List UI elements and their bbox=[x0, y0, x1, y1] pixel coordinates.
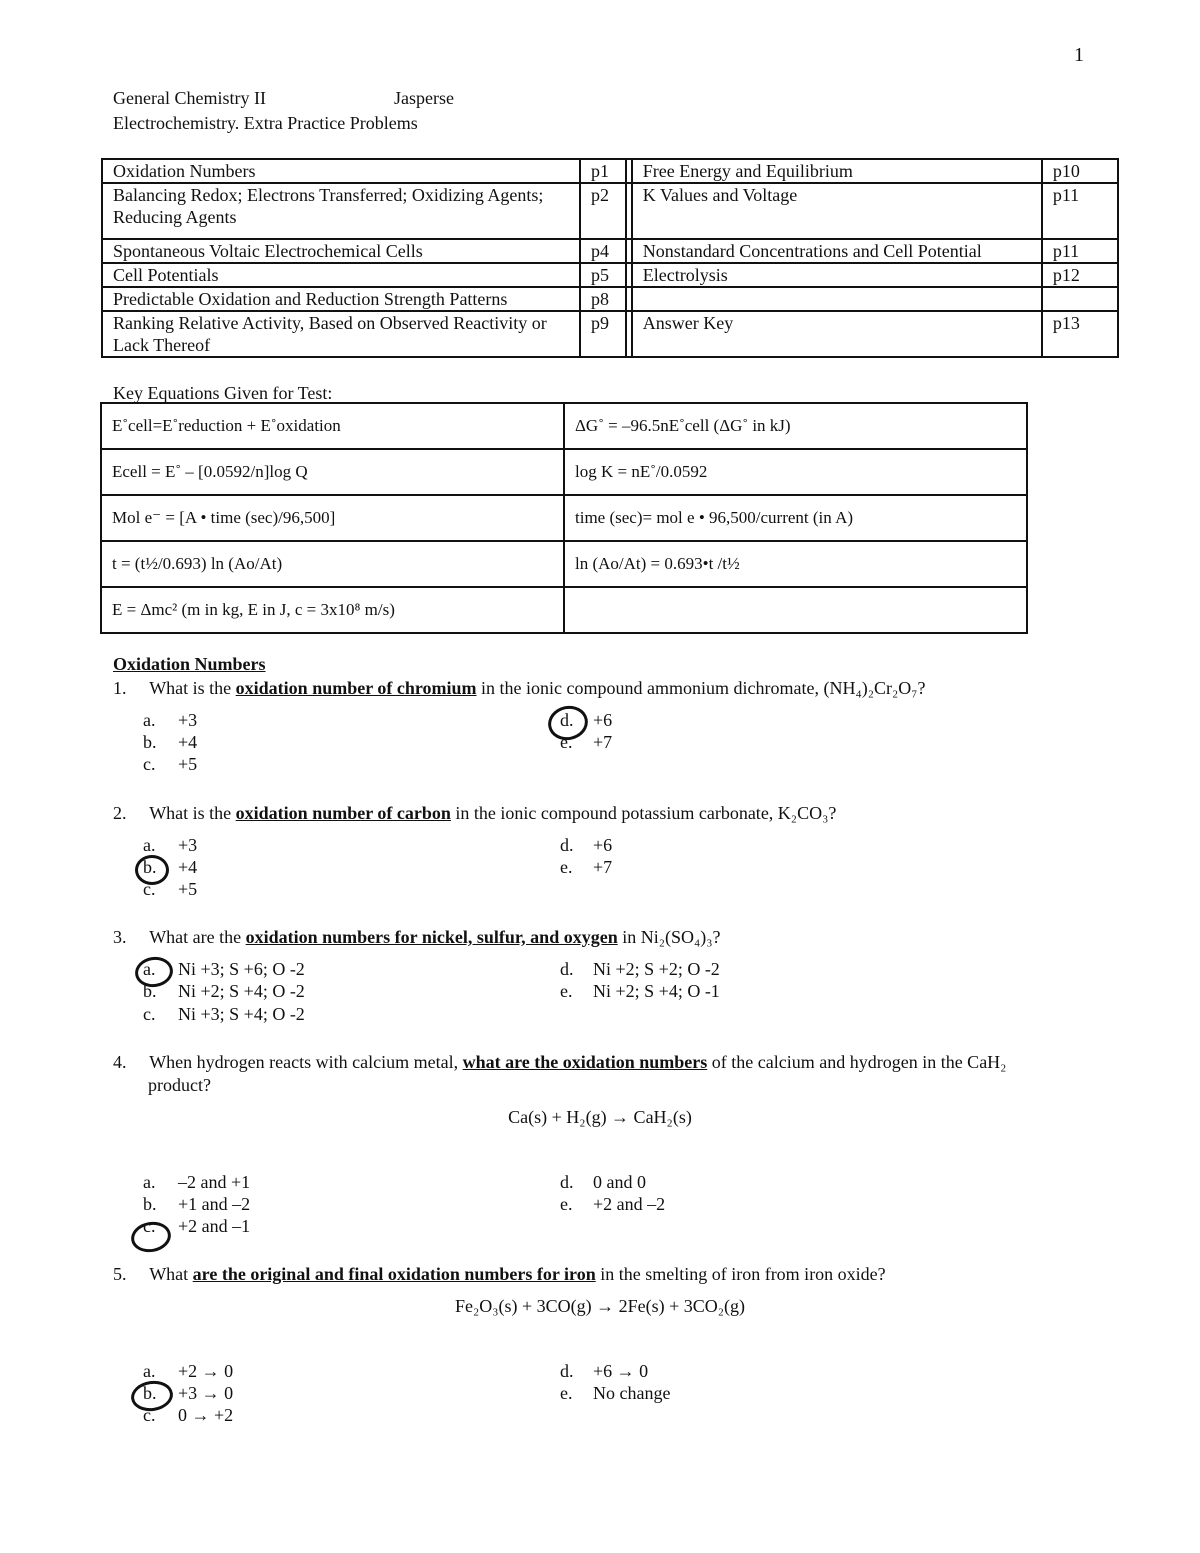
contents-row bbox=[102, 239, 1118, 263]
contents-topic bbox=[632, 287, 1042, 311]
option-letter: c. bbox=[143, 1405, 156, 1425]
contents-page: p13 bbox=[1042, 311, 1118, 357]
contents-row bbox=[102, 183, 1118, 239]
question-5 bbox=[113, 1264, 886, 1285]
question-number: 3. bbox=[113, 927, 127, 947]
contents-topic: K Values and Voltage bbox=[632, 183, 1042, 239]
option-letter: d. bbox=[560, 835, 574, 855]
contents-row bbox=[102, 263, 1118, 287]
option-letter: e. bbox=[560, 732, 573, 752]
question-number: 5. bbox=[113, 1264, 127, 1284]
option-e bbox=[560, 732, 613, 753]
contents-row bbox=[102, 159, 1118, 183]
question-1 bbox=[113, 678, 926, 699]
option-text: +2 and –2 bbox=[593, 1194, 666, 1214]
course-title: General Chemistry II bbox=[113, 88, 266, 108]
option-text: 0 → +2 bbox=[178, 1405, 234, 1425]
option-text: +3 bbox=[178, 835, 198, 855]
option-text: Ni +2; S +2; O -2 bbox=[593, 959, 720, 979]
reaction-equation: Fe₂O₃(s) + 3CO(g) → 2Fe(s) + 3CO₂(g) bbox=[454, 1296, 746, 1316]
option-letter: b. bbox=[143, 981, 157, 1001]
option-text: +6 bbox=[593, 710, 613, 730]
option-e bbox=[560, 981, 720, 1002]
contents-page: p8 bbox=[580, 287, 626, 311]
contents-row bbox=[102, 311, 1118, 357]
contents-page bbox=[1042, 287, 1118, 311]
contents-topic: Cell Potentials bbox=[102, 263, 580, 287]
equation-cell: log K = nE˚/0.0592 bbox=[564, 449, 1027, 495]
option-letter: a. bbox=[143, 710, 156, 730]
equation-cell: Mol e⁻ = [A • time (sec)/96,500] bbox=[101, 495, 564, 541]
option-letter: c. bbox=[143, 754, 156, 774]
question-number: 2. bbox=[113, 803, 127, 823]
option-letter: e. bbox=[560, 981, 573, 1001]
option-c bbox=[143, 879, 198, 900]
option-text: +5 bbox=[178, 879, 198, 899]
option-text: +5 bbox=[178, 754, 198, 774]
equation-cell: ΔG˚ = –96.5nE˚cell (ΔG˚ in kJ) bbox=[564, 403, 1027, 449]
contents-page: p11 bbox=[1042, 239, 1118, 263]
question-keyword: are the original and final oxidation numbers for iron bbox=[192, 1264, 596, 1284]
option-a bbox=[143, 959, 305, 980]
option-text: Ni +3; S +4; O -2 bbox=[178, 1004, 305, 1024]
option-letter: e. bbox=[560, 857, 573, 877]
contents-topic: Electrolysis bbox=[632, 263, 1042, 287]
question-text: in the ionic compound ammonium dichromate, (NH₄)₂Cr₂O₇? bbox=[476, 678, 926, 698]
option-text: +7 bbox=[593, 857, 613, 877]
contents-page: p9 bbox=[580, 311, 626, 357]
option-text: Ni +3; S +6; O -2 bbox=[178, 959, 305, 979]
contents-topic: Ranking Relative Activity, Based on Observed Reactivity or Lack Thereof bbox=[102, 311, 580, 357]
equation-row bbox=[101, 541, 1027, 587]
option-text: Ni +2; S +4; O -2 bbox=[178, 981, 305, 1001]
equation-cell: ln (Ao/At) = 0.693•t /t½ bbox=[564, 541, 1027, 587]
option-e bbox=[560, 1194, 666, 1215]
contents-topic: Spontaneous Voltaic Electrochemical Cells bbox=[102, 239, 580, 263]
option-c bbox=[143, 1004, 305, 1025]
equation-cell bbox=[564, 587, 1027, 633]
question-text: When hydrogen reacts with calcium metal, bbox=[149, 1052, 463, 1072]
option-letter: d. bbox=[560, 959, 574, 979]
option-letter: a. bbox=[143, 959, 156, 979]
option-a bbox=[143, 1172, 251, 1193]
option-letter: e. bbox=[560, 1383, 573, 1403]
equation-row bbox=[101, 495, 1027, 541]
option-text: +4 bbox=[178, 857, 198, 877]
contents-topic: Nonstandard Concentrations and Cell Potential bbox=[632, 239, 1042, 263]
question-keyword: oxidation numbers for nickel, sulfur, and oxygen bbox=[245, 927, 618, 947]
question-text: What bbox=[149, 1264, 193, 1284]
equation-cell: E˚cell=E˚reduction + E˚oxidation bbox=[101, 403, 564, 449]
option-text: +7 bbox=[593, 732, 613, 752]
option-e bbox=[560, 1383, 671, 1404]
option-letter: d. bbox=[560, 1172, 574, 1192]
option-b bbox=[143, 1383, 234, 1404]
equations-title: Key Equations Given for Test: bbox=[113, 383, 333, 403]
question-text: in the ionic compound potassium carbonate, K₂CO₃? bbox=[450, 803, 837, 823]
contents-page: p11 bbox=[1042, 183, 1118, 239]
question-number: 1. bbox=[113, 678, 127, 698]
question-text: of the calcium and hydrogen in the CaH₂ bbox=[707, 1052, 1007, 1072]
section-title: Oxidation Numbers bbox=[113, 654, 266, 674]
option-e bbox=[560, 857, 613, 878]
option-letter: b. bbox=[143, 1383, 157, 1403]
option-letter: e. bbox=[560, 1194, 573, 1214]
equation-row bbox=[101, 403, 1027, 449]
option-letter: c. bbox=[143, 1004, 156, 1024]
option-text: +1 and –2 bbox=[178, 1194, 251, 1214]
option-b bbox=[143, 1194, 251, 1215]
contents-topic: Predictable Oxidation and Reduction Strength Patterns bbox=[102, 287, 580, 311]
question-text: What is the bbox=[149, 803, 236, 823]
option-b bbox=[143, 857, 198, 878]
option-text: +6 → 0 bbox=[593, 1361, 649, 1381]
option-letter: b. bbox=[143, 857, 157, 877]
contents-topic: Answer Key bbox=[632, 311, 1042, 357]
option-text: 0 and 0 bbox=[593, 1172, 646, 1192]
question-text-continued: product? bbox=[148, 1075, 211, 1095]
contents-topic: Free Energy and Equilibrium bbox=[632, 159, 1042, 183]
option-text: Ni +2; S +4; O -1 bbox=[593, 981, 720, 1001]
contents-topic: Balancing Redox; Electrons Transferred; Oxidizing Agents; Reducing Agents bbox=[102, 183, 580, 239]
question-text: What are the bbox=[149, 927, 246, 947]
option-c bbox=[143, 754, 198, 775]
option-d bbox=[560, 835, 613, 856]
question-keyword: oxidation number of chromium bbox=[235, 678, 477, 698]
option-letter: d. bbox=[560, 710, 574, 730]
option-letter: d. bbox=[560, 1361, 574, 1381]
option-letter: a. bbox=[143, 1172, 156, 1192]
contents-row bbox=[102, 287, 1118, 311]
option-d bbox=[560, 959, 720, 980]
option-text: +2 → 0 bbox=[178, 1361, 234, 1381]
option-letter: a. bbox=[143, 835, 156, 855]
contents-page: p1 bbox=[580, 159, 626, 183]
question-keyword: what are the oxidation numbers bbox=[462, 1052, 708, 1072]
option-a bbox=[143, 710, 198, 731]
option-b bbox=[143, 732, 198, 753]
question-text: in Ni₂(SO₄)₃? bbox=[617, 927, 721, 947]
option-a bbox=[143, 1361, 234, 1382]
option-letter: b. bbox=[143, 1194, 157, 1214]
option-text: +4 bbox=[178, 732, 198, 752]
option-d bbox=[560, 1361, 649, 1382]
option-d bbox=[560, 1172, 646, 1193]
equation-cell: Ecell = E˚ – [0.0592/n]log Q bbox=[101, 449, 564, 495]
option-letter: b. bbox=[143, 732, 157, 752]
option-b bbox=[143, 981, 305, 1002]
question-keyword: oxidation number of carbon bbox=[235, 803, 451, 823]
option-d bbox=[560, 710, 613, 731]
question-text: What is the bbox=[149, 678, 236, 698]
option-text: +2 and –1 bbox=[178, 1216, 251, 1236]
equation-row bbox=[101, 587, 1027, 633]
option-c bbox=[143, 1216, 251, 1237]
option-text: –2 and +1 bbox=[178, 1172, 251, 1192]
instructor-name: Jasperse bbox=[394, 88, 454, 108]
reaction-equation: Ca(s) + H₂(g) → CaH₂(s) bbox=[508, 1107, 692, 1127]
contents-page: p2 bbox=[580, 183, 626, 239]
page-number: 1 bbox=[1074, 44, 1084, 66]
option-text: +3 → 0 bbox=[178, 1383, 234, 1403]
contents-table bbox=[101, 158, 1119, 358]
equation-row bbox=[101, 449, 1027, 495]
option-text: No change bbox=[593, 1383, 671, 1403]
option-letter: a. bbox=[143, 1361, 156, 1381]
option-text: +6 bbox=[593, 835, 613, 855]
question-2 bbox=[113, 803, 836, 824]
question-4 bbox=[113, 1052, 1006, 1073]
option-c bbox=[143, 1405, 234, 1426]
document-subtitle: Electrochemistry. Extra Practice Problems bbox=[113, 113, 418, 133]
question-text: in the smelting of iron from iron oxide? bbox=[595, 1264, 886, 1284]
equation-cell: t = (t½/0.693) ln (Ao/At) bbox=[101, 541, 564, 587]
contents-page: p5 bbox=[580, 263, 626, 287]
contents-page: p10 bbox=[1042, 159, 1118, 183]
question-3 bbox=[113, 927, 721, 948]
equations-table bbox=[100, 402, 1028, 634]
option-letter: c. bbox=[143, 1216, 156, 1236]
question-number: 4. bbox=[113, 1052, 127, 1072]
equation-cell: time (sec)= mol e • 96,500/current (in A) bbox=[564, 495, 1027, 541]
option-text: +3 bbox=[178, 710, 198, 730]
option-a bbox=[143, 835, 198, 856]
contents-topic: Oxidation Numbers bbox=[102, 159, 580, 183]
option-letter: c. bbox=[143, 879, 156, 899]
contents-page: p4 bbox=[580, 239, 626, 263]
contents-page: p12 bbox=[1042, 263, 1118, 287]
equation-cell: E = Δmc² (m in kg, E in J, c = 3x10⁸ m/s) bbox=[101, 587, 564, 633]
